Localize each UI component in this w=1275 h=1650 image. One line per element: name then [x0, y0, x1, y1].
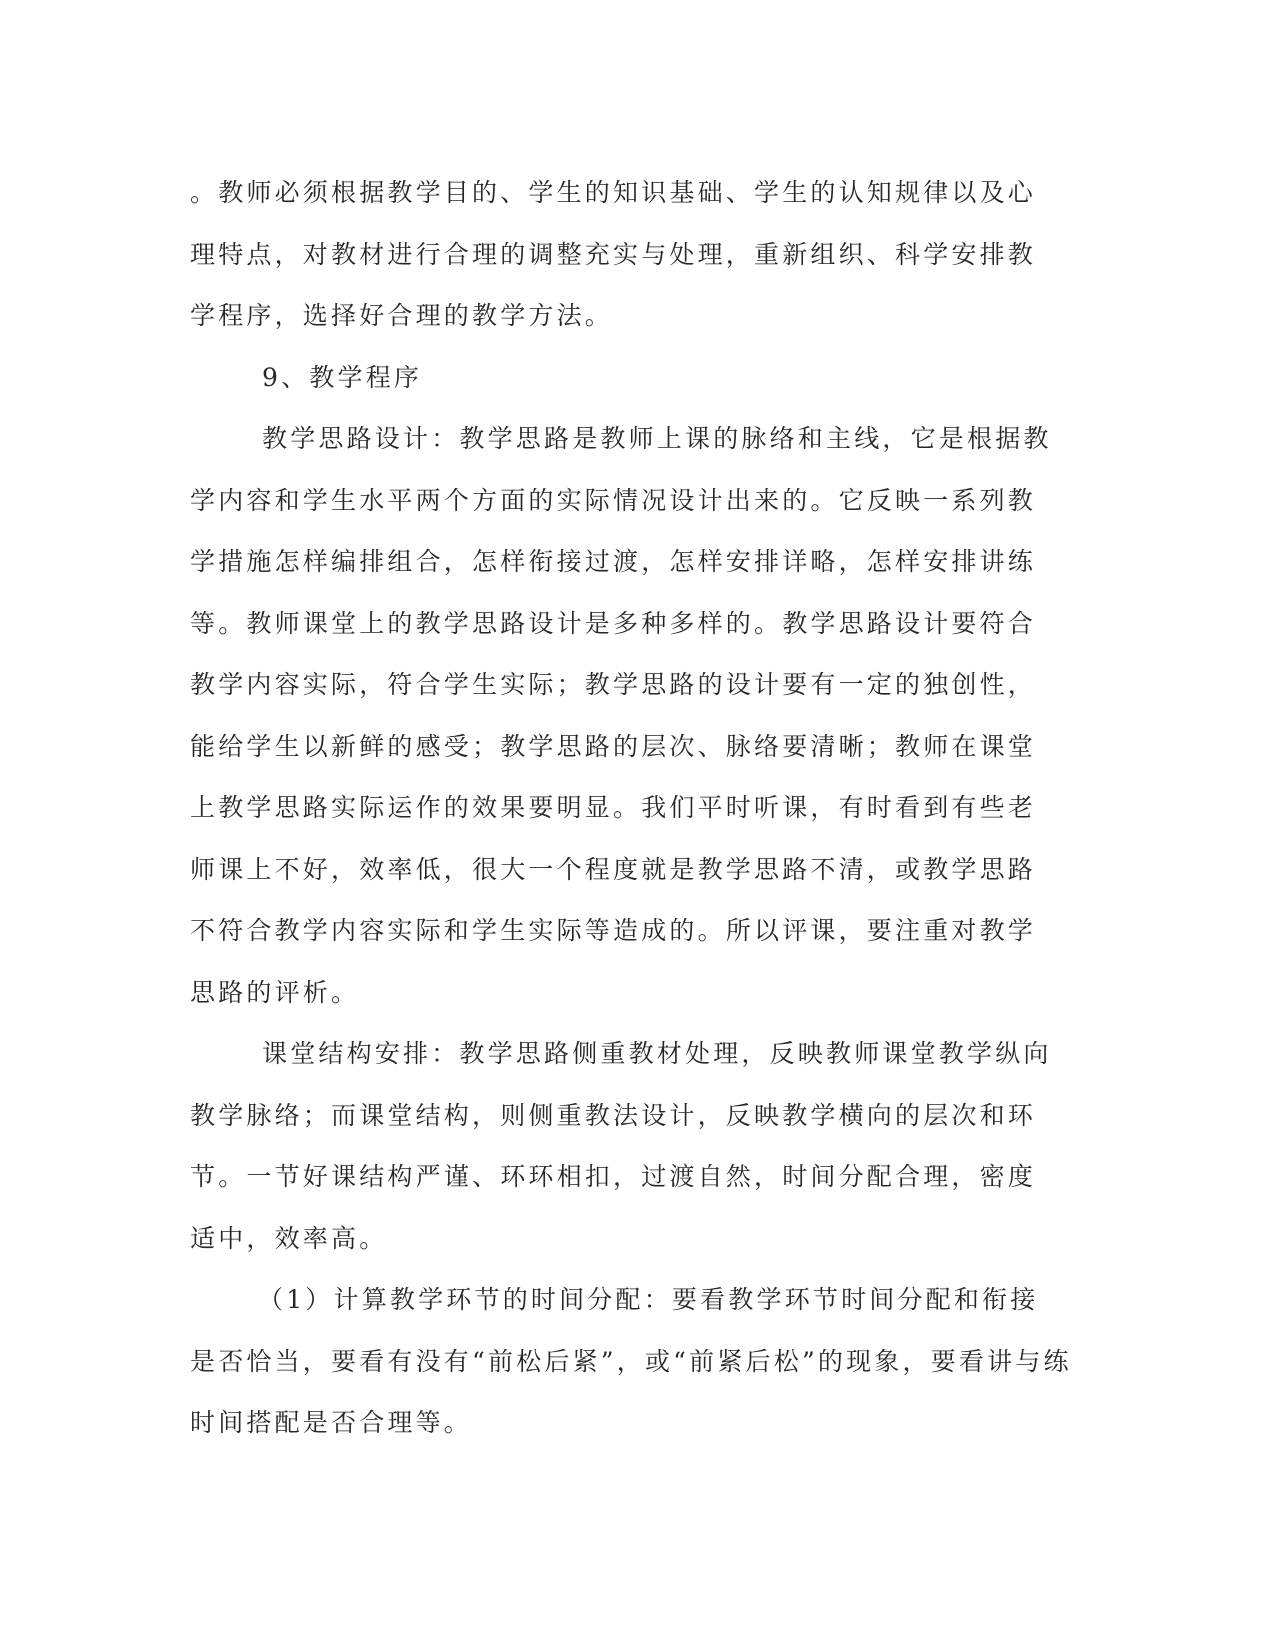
text-line: 适中，效率高。: [190, 1223, 388, 1253]
text-line: 。教师必须根据教学目的、学生的知识基础、学生的认知规律以及心: [190, 178, 1037, 207]
text-line: 课堂结构安排：教学思路侧重教材处理，反映教师课堂教学纵向: [262, 1039, 1052, 1068]
text-line: 教学脉络；而课堂结构，则侧重教法设计，反映教学横向的层次和环: [190, 1100, 1037, 1130]
paragraph-teaching-approach: [190, 408, 1085, 1023]
paragraph-class-structure: [190, 1023, 1085, 1269]
text-line: 学程序，选择好合理的教学方法。: [190, 301, 614, 330]
text-line: 不符合教学内容实际和学生实际等造成的。所以评课，要注重对教学: [190, 916, 1037, 945]
text-line: 教学内容实际，符合学生实际；教学思路的设计要有一定的独创性，: [190, 670, 1037, 699]
text-line: 思路的评析。: [190, 977, 360, 1007]
text-line: 是否恰当，要看有没有“前松后紧”，或“前紧后松”的现象，要看讲与练: [190, 1346, 1072, 1376]
text-line: 师课上不好，效率低，很大一个程度就是教学思路不清，或教学思路: [190, 854, 1037, 884]
text-line: 学内容和学生水平两个方面的实际情况设计出来的。它反映一系列教: [190, 485, 1037, 515]
text-line: 教学思路设计：教学思路是教师上课的脉络和主线，它是根据教: [262, 424, 1052, 453]
text-line: 理特点，对教材进行合理的调整充实与处理，重新组织、科学安排教: [190, 239, 1037, 269]
paragraph-time-allocation: [190, 1269, 1085, 1454]
section-heading: [190, 347, 1085, 409]
text-line: 能给学生以新鲜的感受；教学思路的层次、脉络要清晰；教师在课堂: [190, 731, 1037, 761]
text-line: 节。一节好课结构严谨、环环相扣，过渡自然，时间分配合理，密度: [190, 1162, 1037, 1191]
heading-text: 9、教学程序: [262, 362, 423, 392]
text-line: 等。教师课堂上的教学思路设计是多种多样的。教学思路设计要符合: [190, 608, 1037, 638]
paragraph-continuation: [190, 162, 1085, 347]
text-line: 上教学思路实际运作的效果要明显。我们平时听课，有时看到有些老: [190, 793, 1037, 822]
text-line: 学措施怎样编排组合，怎样衔接过渡，怎样安排详略，怎样安排讲练: [190, 547, 1037, 576]
text-line: （1）计算教学环节的时间分配：要看教学环节时间分配和衔接: [258, 1285, 1039, 1314]
text-line: 时间搭配是否合理等。: [190, 1408, 473, 1437]
document-body: [190, 162, 1085, 1454]
